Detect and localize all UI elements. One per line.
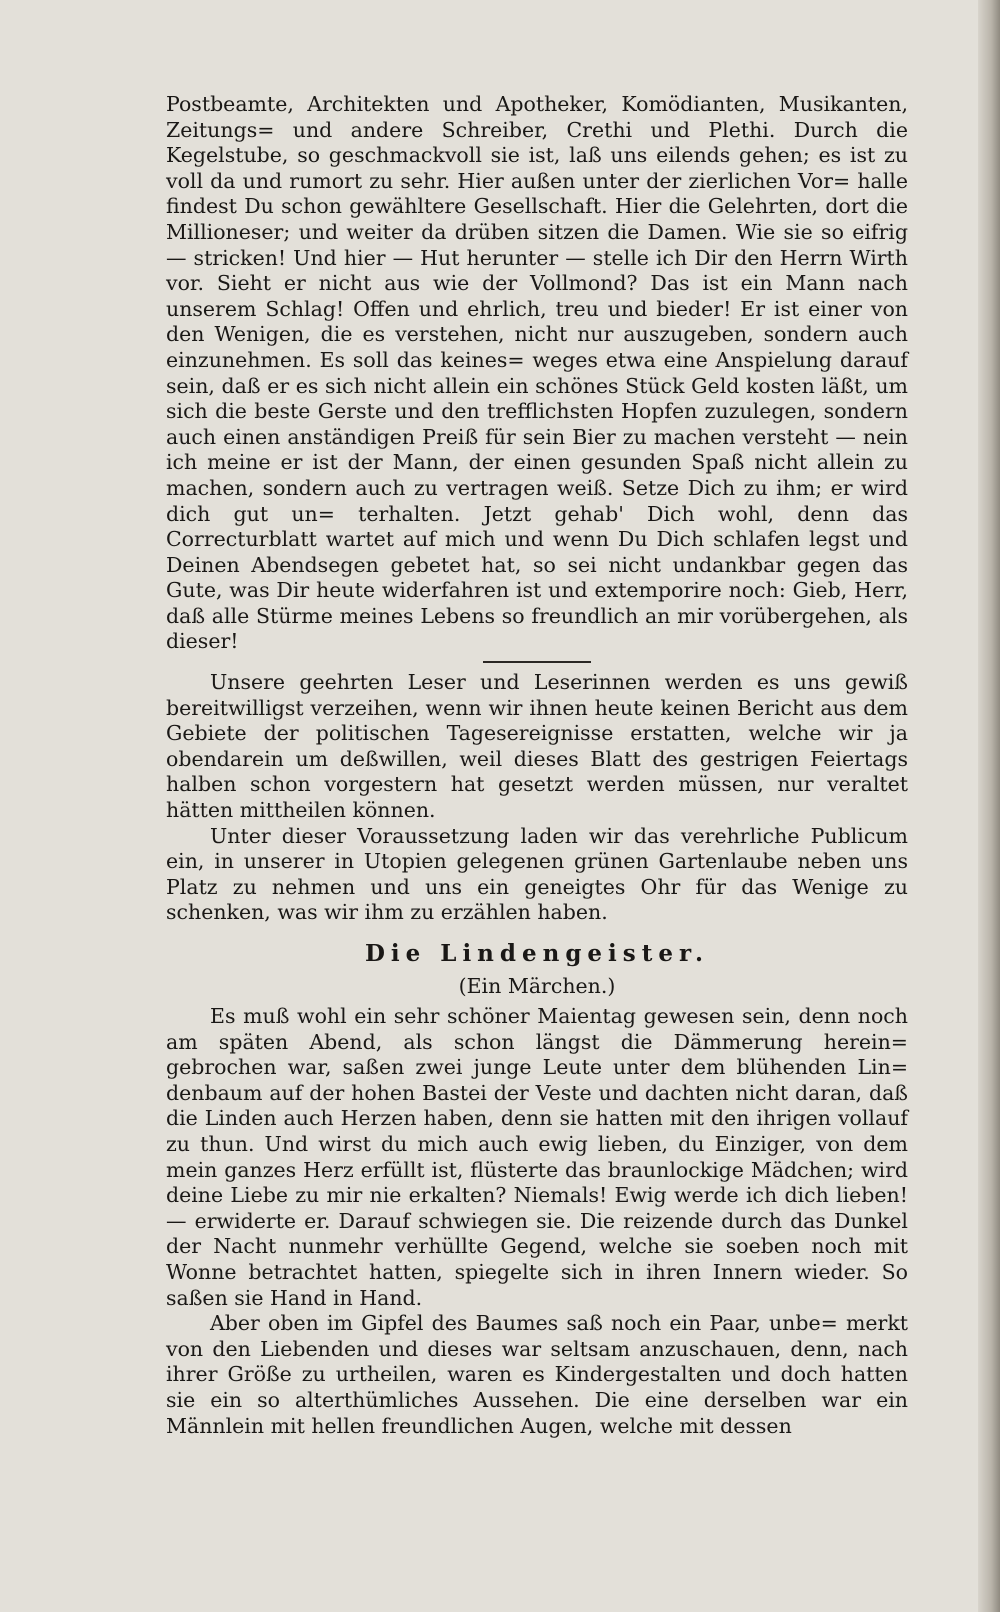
text-paragraph bbox=[166, 824, 908, 926]
text-line: dem Gebiete der politischen Tagesereignisse erstatten, welche wir ja bbox=[166, 695, 908, 746]
text-line: Kegelstube, so geschmackvoll sie ist, laß uns eilends gehen; es ist zu bbox=[166, 143, 908, 168]
text-line: und bieder! Er ist einer von den Wenigen, die es verstehen, nicht bbox=[166, 296, 908, 347]
text-line: auf mich und wenn Du Dich schlafen legst und Deinen Abendsegen bbox=[166, 527, 908, 577]
text-line: noch am späten Abend, als schon längst die Dämmerung herein= bbox=[166, 1004, 908, 1054]
text-line: ein Männlein mit hellen freundlichen Augen, welche mit dessen bbox=[166, 1387, 908, 1438]
text-paragraph bbox=[166, 1004, 908, 1311]
text-line: sie so eifrig — stricken! Und hier — Hut herunter — stelle ich bbox=[166, 219, 908, 270]
text-line: terhalten. Jetzt gehab' Dich wohl, denn das Correcturblatt wartet bbox=[166, 501, 908, 552]
text-line: gebetet hat, so sei nicht undankbar gegen das Gute, was Dir heute bbox=[166, 552, 908, 603]
text-paragraph bbox=[166, 92, 908, 655]
text-line: Mädchen; wird deine Liebe zu mir nie erkalten? Niemals! Ewig bbox=[166, 1157, 908, 1208]
text-line: Dir den Herrn Wirth vor. Sieht er nicht aus wie der Vollmond? bbox=[166, 245, 908, 296]
editorial-note bbox=[166, 670, 908, 926]
text-line: daß die Linden auch Herzen haben, denn sie hatten mit den ihrigen bbox=[166, 1080, 908, 1131]
text-line: den trefflichsten Hopfen zuzulegen, sondern auch einen anständigen bbox=[166, 399, 908, 449]
story-body bbox=[166, 1004, 908, 1439]
text-line: weges etwa eine Anspielung darauf sein, daß er es sich nicht allein bbox=[166, 347, 908, 398]
text-line: Das ist ein Mann nach unserem Schlag! Offen und ehrlich, treu bbox=[166, 271, 908, 321]
text-line: in ihren Innern wieder. So saßen sie Hand in Hand. bbox=[166, 1259, 908, 1310]
section-continued-text bbox=[166, 92, 908, 655]
text-line: denbaum auf der hohen Bastei der Veste und dachten nicht daran, bbox=[166, 1080, 863, 1105]
text-line: vollauf zu thun. Und wirst du mich auch ewig lieben, du Einziger, bbox=[166, 1106, 908, 1156]
page-binding-edge bbox=[978, 0, 1000, 1612]
text-line: hatten sie ein so alterthümliches Aussehen. Die eine derselben war bbox=[166, 1362, 908, 1412]
text-line: gebrochen war, saßen zwei junge Leute unter dem blühenden Lin= bbox=[166, 1055, 908, 1080]
text-line: Postbeamte, Architekten und Apotheker, Komödianten, Musikanten, bbox=[166, 92, 908, 116]
text-line: halben schon vorgestern hat gesetzt werden müssen, nur veraltet bbox=[166, 772, 908, 797]
text-line: obendarein um deßwillen, weil dieses Blatt des gestrigen Feiertags bbox=[166, 746, 908, 771]
text-line: Unsere geehrten Leser und Leserinnen werden es uns gewiß bbox=[210, 670, 908, 695]
text-line: ein schönes Stück Geld kosten läßt, um sich die beste Gerste und bbox=[166, 373, 908, 424]
text-line: nach ihrer Größe zu urtheilen, waren es Kindergestalten und doch bbox=[166, 1336, 908, 1387]
text-line: Zeitungs= und andere Schreiber, Crethi und Plethi. Durch die bbox=[166, 117, 908, 142]
text-line: zu schenken, was wir ihm zu erzählen haben. bbox=[166, 874, 908, 925]
text-line: merkt von den Liebenden und dieses war seltsam anzuschauen, denn, bbox=[166, 1311, 908, 1361]
text-line: widerfahren ist und extemporire noch: Gieb, Herr, daß alle bbox=[166, 578, 908, 628]
text-line: auch zu vertragen weiß. Setze Dich zu ihm; er wird dich gut un= bbox=[166, 475, 908, 526]
text-paragraph bbox=[166, 1311, 908, 1439]
text-line: von dem mein ganzes Herz erfüllt ist, flüsterte das braunlockige bbox=[166, 1131, 908, 1182]
text-line: dort die Millioneser; und weiter da drüben sitzen die Damen. Wie bbox=[166, 194, 908, 244]
text-line: nur auszugeben, sondern auch einzunehmen. Es soll das keines= bbox=[166, 322, 908, 372]
text-line: halle findest Du schon gewähltere Gesellschaft. Hier die Gelehrten, bbox=[166, 168, 908, 219]
text-line: Unter dieser Voraussetzung laden wir das verehrliche Publicum bbox=[210, 823, 908, 848]
page-text bbox=[166, 92, 908, 1439]
story-title: Die Lindengeister. bbox=[364, 940, 710, 967]
text-line: Preiß für sein Bier zu machen versteht — nein ich meine er ist der bbox=[166, 424, 908, 475]
section-divider-rule bbox=[483, 661, 591, 663]
text-line: Mann, der einen gesunden Spaß nicht allein zu machen, sondern bbox=[166, 450, 908, 500]
text-line: bereitwilligst verzeihen, wenn wir ihnen heute keinen Bericht aus bbox=[166, 695, 857, 720]
story-subtitle: (Ein Märchen.) bbox=[458, 974, 616, 998]
text-line: ein, in unserer in Utopien gelegenen grünen Gartenlaube neben bbox=[166, 849, 862, 874]
text-line: uns Platz zu nehmen und uns ein geneigtes Ohr für das Wenige bbox=[166, 849, 908, 899]
text-line: Stürme meines Lebens so freundlich an mir vorübergehen, als dieser! bbox=[166, 603, 908, 654]
text-line: Aber oben im Gipfel des Baumes saß noch ein Paar, unbe= bbox=[210, 1311, 838, 1336]
text-line: welche sie soeben noch mit Wonne betrachtet hatten, spiegelte sich bbox=[166, 1234, 908, 1284]
text-line: hätten mittheilen können. bbox=[166, 798, 436, 823]
text-line: werde ich dich lieben! — erwiderte er. Darauf schwiegen sie. bbox=[166, 1183, 908, 1233]
text-line: voll da und rumort zu sehr. Hier außen unter der zierlichen Vor= bbox=[166, 168, 851, 193]
text-line: Die reizende durch das Dunkel der Nacht nunmehr verhüllte Gegend, bbox=[166, 1208, 908, 1259]
text-line: Es muß wohl ein sehr schöner Maientag gewesen sein, denn bbox=[210, 1004, 851, 1028]
text-paragraph bbox=[166, 670, 908, 824]
